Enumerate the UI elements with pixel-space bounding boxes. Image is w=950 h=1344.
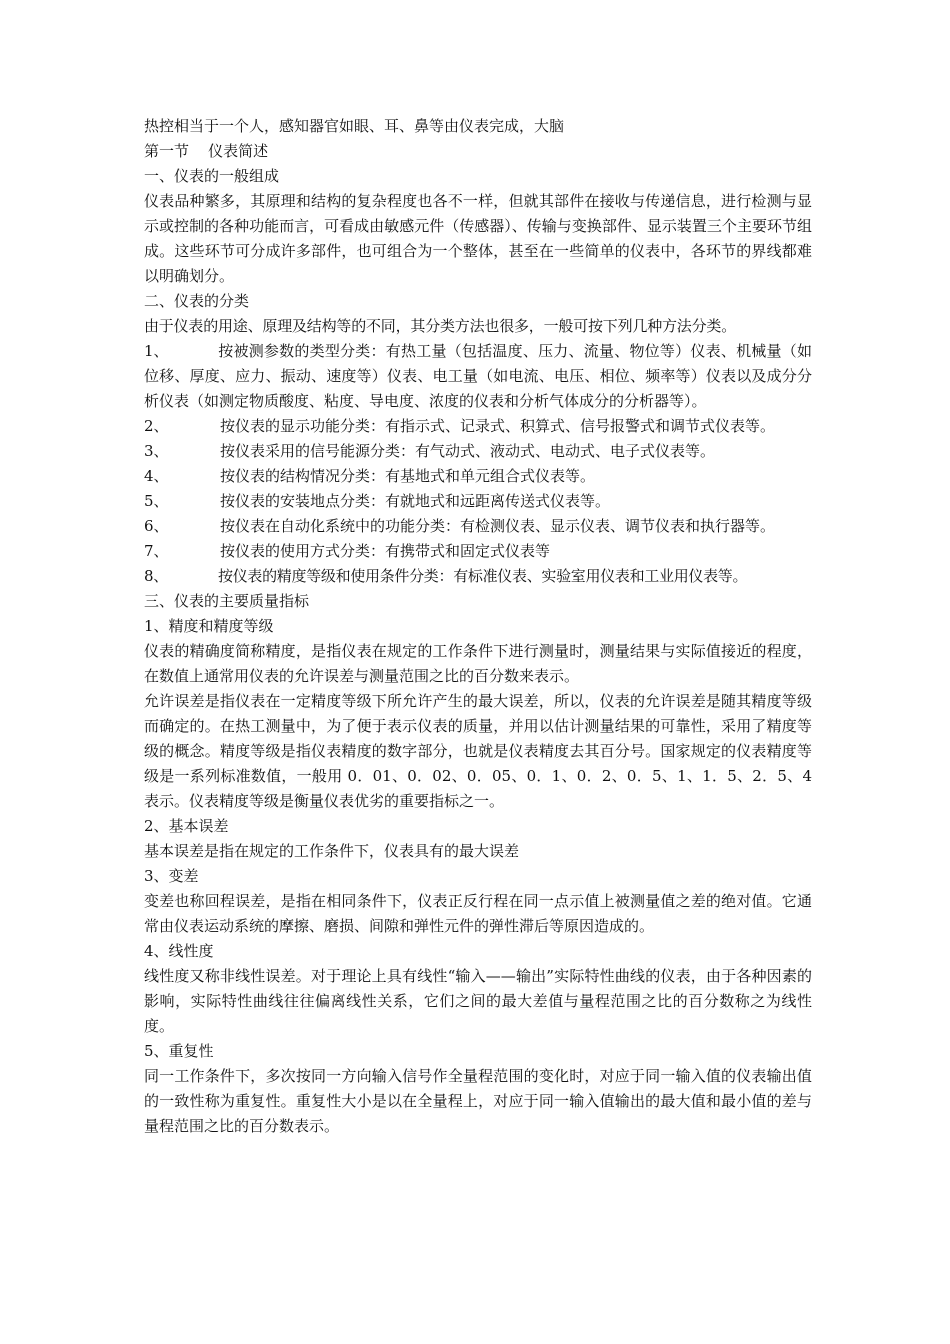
heading-quality-indicators: 三、仪表的主要质量指标 xyxy=(144,592,310,610)
subheading-precision: 1、精度和精度等级 xyxy=(144,617,274,635)
intro-line: 热控相当于一个人，感知器官如眼、耳、鼻等由仪表完成，大脑 xyxy=(144,117,565,135)
list-item xyxy=(144,564,812,589)
paragraph-composition: 仪表品种繁多，其原理和结构的复杂程度也各不一样，但就其部件在接收与传递信息，进行检测与显示或控制的各种功能而言，可看成由敏感元件（传感器）、传输与变换部件、显示装置三个主要环节组成。这些环节可分成许多部件，也可组合为一个整体，甚至在一些简单的仪表中，各环节的界线都难以明确划分。 xyxy=(144,192,812,285)
list-item xyxy=(144,489,812,514)
subheading-repeatability: 5、重复性 xyxy=(144,1042,214,1060)
list-item-number: 5、 xyxy=(144,492,169,510)
list-item-text: 按仪表的使用方式分类：有携带式和固定式仪表等 xyxy=(220,542,551,560)
list-item-number: 1、 xyxy=(144,342,169,360)
subheading-basic-error: 2、基本误差 xyxy=(144,817,229,835)
list-item-text: 按仪表的精度等级和使用条件分类：有标准仪表、实验室用仪表和工业用仪表等。 xyxy=(218,567,748,585)
section-title: 第一节 仪表简述 xyxy=(144,142,269,160)
paragraph-basic-error: 基本误差是指在规定的工作条件下，仪表具有的最大误差 xyxy=(144,842,520,860)
subheading-variation: 3、变差 xyxy=(144,867,199,885)
paragraph-linearity: 线性度又称非线性误差。对于理论上具有线性“输入——输出”实际特性曲线的仪表，由于各种因素的影响，实际特性曲线往往偏离线性关系，它们之间的最大差值与量程范围之比的百分数称之为线性度。 xyxy=(144,967,812,1035)
list-item xyxy=(144,464,812,489)
list-item xyxy=(144,414,812,439)
paragraph-classification: 由于仪表的用途、原理及结构等的不同，其分类方法也很多，一般可按下列几种方法分类。 xyxy=(144,317,737,335)
list-item xyxy=(144,339,812,414)
heading-composition: 一、仪表的一般组成 xyxy=(144,167,280,185)
list-item-text: 按仪表的显示功能分类：有指示式、记录式、积算式、信号报警式和调节式仪表等。 xyxy=(220,417,776,435)
list-item-number: 7、 xyxy=(144,542,169,560)
list-item xyxy=(144,439,812,464)
list-item xyxy=(144,514,812,539)
list-item-text: 按仪表采用的信号能源分类：有气动式、液动式、电动式、电子式仪表等。 xyxy=(220,442,716,460)
list-item-text: 按仪表的结构情况分类：有基地式和单元组合式仪表等。 xyxy=(220,467,596,485)
list-item-number: 3、 xyxy=(144,442,169,460)
paragraph-repeatability: 同一工作条件下，多次按同一方向输入信号作全量程范围的变化时，对应于同一输入值的仪表输出值的一致性称为重复性。重复性大小是以在全量程上，对应于同一输入值输出的最大值和最小值的差与量程范围之比的百分数表示。 xyxy=(144,1067,812,1135)
paragraph-variation: 变差也称回程误差，是指在相同条件下，仪表正反行程在同一点示值上被测量值之差的绝对值。它通常由仪表运动系统的摩擦、磨损、间隙和弹性元件的弹性滞后等原因造成的。 xyxy=(144,892,812,935)
list-item-text: 按仪表在自动化系统中的功能分类：有检测仪表、显示仪表、调节仪表和执行器等。 xyxy=(220,517,776,535)
list-item-text: 按仪表的安装地点分类：有就地式和远距离传送式仪表等。 xyxy=(220,492,611,510)
list-item xyxy=(144,539,812,564)
heading-classification: 二、仪表的分类 xyxy=(144,292,250,310)
list-item-number: 8、 xyxy=(144,567,168,585)
list-item-number: 4、 xyxy=(144,467,169,485)
subheading-linearity: 4、线性度 xyxy=(144,942,214,960)
document-body xyxy=(144,114,812,1139)
paragraph-allowable-error: 允许误差是指仪表在一定精度等级下所允许产生的最大误差，所以，仪表的允许误差是随其精度等级而确定的。在热工测量中，为了便于表示仪表的质量，并用以估计测量结果的可靠性，采用了精度等级的概念。精度等级是指仪表精度的数字部分，也就是仪表精度去其百分号。国家规定的仪表精度等级是一系列标准数值，一般用 0．01、0．02、0．05、0．1、0．2、0．5、1、1．5、2．5、4 表示。仪表精度等级是衡量仪表优劣的重要指标之一。 xyxy=(144,692,812,810)
list-item-text: 按被测参数的类型分类：有热工量（包括温度、压力、流量、物位等）仪表、机械量（如位移、厚度、应力、振动、速度等）仪表、电工量（如电流、电压、相位、频率等）仪表以及成分分析仪表（如测定物质酸度、粘度、导电度、浓度的仪表和分析气体成分的分析器等）。 xyxy=(144,342,812,410)
list-item-number: 2、 xyxy=(144,417,169,435)
paragraph-precision: 仪表的精确度简称精度，是指仪表在规定的工作条件下进行测量时，测量结果与实际值接近的程度，在数值上通常用仪表的允许误差与测量范围之比的百分数来表示。 xyxy=(144,642,812,685)
list-item-number: 6、 xyxy=(144,517,169,535)
